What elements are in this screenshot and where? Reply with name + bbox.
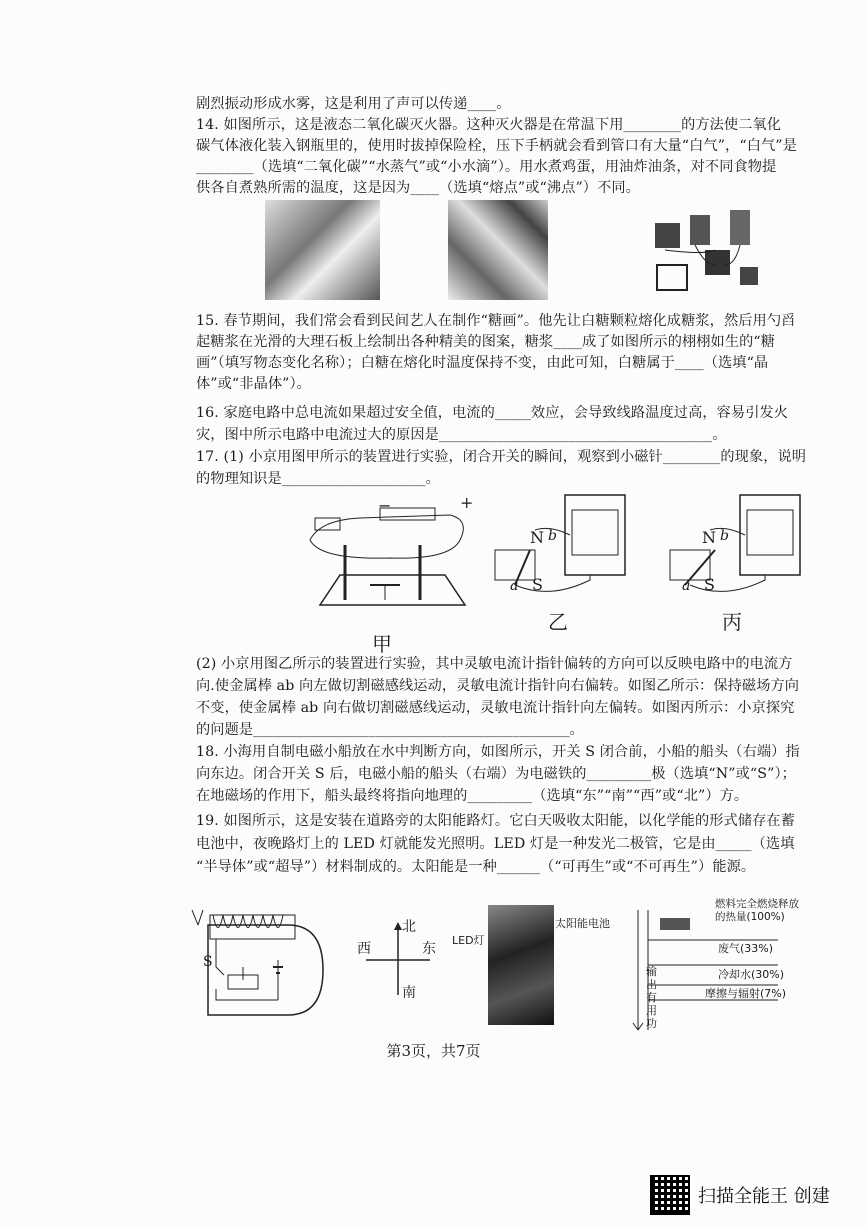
coil-switch-label: S: [203, 954, 213, 970]
compass-north: 北: [402, 919, 416, 935]
figure-jia-plus: +: [460, 493, 474, 512]
figure-bing-s: S: [704, 575, 715, 594]
compass-cross: [358, 920, 438, 1000]
text-line-21: 19. 如图所示，这是安装在道路旁的太阳能路灯。它白天吸收太阳能，以化学能的形式储存在蓄: [196, 813, 795, 829]
energy-friction: 摩擦与辐射(7%): [705, 987, 787, 1000]
solar-panel-label: 太阳能电池: [555, 917, 610, 930]
page-number: 第3页，共7页: [386, 1042, 481, 1060]
figure-jia-minus: −: [378, 496, 392, 515]
compass-east: 东: [422, 941, 436, 957]
text-line-11: 灾，图中所示电路中电流过大的原因是______________________________________。: [196, 427, 727, 443]
text-line-18: 18. 小海用自制电磁小船放在水中判断方向，如图所示，开关 S 闭合前，小船的船头（右端）指: [196, 744, 800, 760]
text-line-23: “半导体”或“超导”）材料制成的。太阳能是一种______（“可再生”或“不可再生”）能源。: [196, 859, 756, 875]
energy-exhaust: 废气(33%): [718, 942, 774, 955]
text-line-15: 向.使金属棒 ab 向左做切割磁感线运动，灵敏电流计指针向右偏转。如图乙所示：保持磁场方向: [196, 678, 800, 694]
compass-west: 西: [357, 941, 371, 957]
text-line-12: 17. (1) 小京用图甲所示的装置进行实验，闭合开关的瞬间，观察到小磁针________的现象，说明: [196, 449, 807, 465]
electromagnet-boat-figure: [188, 905, 328, 1040]
watermark-text: 扫描全能王 创建: [698, 1186, 830, 1207]
text-line-6: 15. 春节期间，我们常会看到民间艺人在制作“糖画”。他先让白糖颗粒熔化成糖浆，然后用勺舀: [196, 313, 796, 329]
energy-useful: 输出有用功: [646, 965, 657, 1030]
household-circuit-figure: [645, 205, 765, 300]
energy-cooling: 冷却水(30%): [718, 968, 785, 981]
text-line-1: 剧烈振动形成水雾，这是利用了声可以传递____。: [196, 96, 511, 112]
text-line-8: 画”（填写物态变化名称）；白糖在熔化时温度保持不变，由此可知，白糖属于____（选填“晶: [196, 355, 769, 371]
figure-jia-label: 甲: [372, 632, 392, 656]
text-line-14: (2) 小京用图乙所示的装置进行实验，其中灵敏电流计指针偏转的方向可以反映电路中的电流方: [196, 656, 793, 672]
figure-yi-b: b: [548, 528, 557, 544]
text-line-22: 电池中，夜晚路灯上的 LED 灯就能发光照明。LED 灯是一种发光二极管，它是由_____（选填: [196, 836, 795, 852]
text-line-13: 的物理知识是____________________。: [196, 471, 440, 487]
solar-street-light-photo: [488, 905, 554, 1025]
figure-bing-a: a: [682, 578, 691, 594]
figure-bing-b: b: [720, 528, 729, 544]
figure-bing-n: N: [702, 528, 716, 547]
figure-yi-a: a: [510, 578, 519, 594]
fire-extinguisher-photo: [265, 200, 380, 300]
text-line-19: 向东边。闭合开关 S 后，电磁小船的船头（右端）为电磁铁的_________极（选填“N”或“S”）；: [196, 766, 796, 782]
text-line-4: ________（选填“二氧化碳”“水蒸气”或“小水滴”）。用水煮鸡蛋，用油炸油条，对不同食物提: [196, 159, 777, 175]
figure-yi-n: N: [530, 528, 544, 547]
text-line-16: 不变，使金属棒 ab 向右做切割磁感线运动，灵敏电流计指针向左偏转。如图丙所示：小京探究: [196, 700, 795, 716]
qr-code-icon: [650, 1175, 690, 1215]
sugar-painting-photo: [448, 200, 548, 300]
figure-bing-label: 丙: [722, 610, 742, 634]
scanner-watermark: [650, 1175, 830, 1215]
text-line-3: 碳气体液化装入钢瓶里的，使用时拔掉保险栓，压下手柄就会看到管口有大量“白气”，“白气”是: [196, 138, 797, 154]
text-line-17: 的问题是____________________________________________。: [196, 722, 584, 738]
text-line-10: 16. 家庭电路中总电流如果超过安全值，电流的_____效应，会导致线路温度过高，容易引发火: [196, 405, 789, 421]
compass-south: 南: [402, 985, 416, 1001]
text-line-7: 起糖浆在光滑的大理石板上绘制出各种精美的图案，糖浆____成了如图所示的栩栩如生的“糖: [196, 334, 776, 350]
figure-yi-s: S: [532, 575, 543, 594]
led-label: LED灯: [452, 934, 485, 947]
text-line-5: 供各自煮熟所需的温度，这是因为____（选填“熔点”或“沸点”）不同。: [196, 180, 640, 196]
figure-yi-label: 乙: [548, 610, 568, 634]
text-line-2: 14. 如图所示，这是液态二氧化碳灭火器。这种灭火器是在常温下用________的方法使二氧化: [196, 117, 782, 133]
text-line-20: 在地磁场的作用下，船头最终将指向地理的_________（选填“东”“南”“西”或“北”）方。: [196, 788, 749, 804]
energy-total: 燃料完全燃烧释放的热量(100%): [715, 898, 799, 923]
text-line-9: 体”或“非晶体”）。: [196, 376, 311, 392]
